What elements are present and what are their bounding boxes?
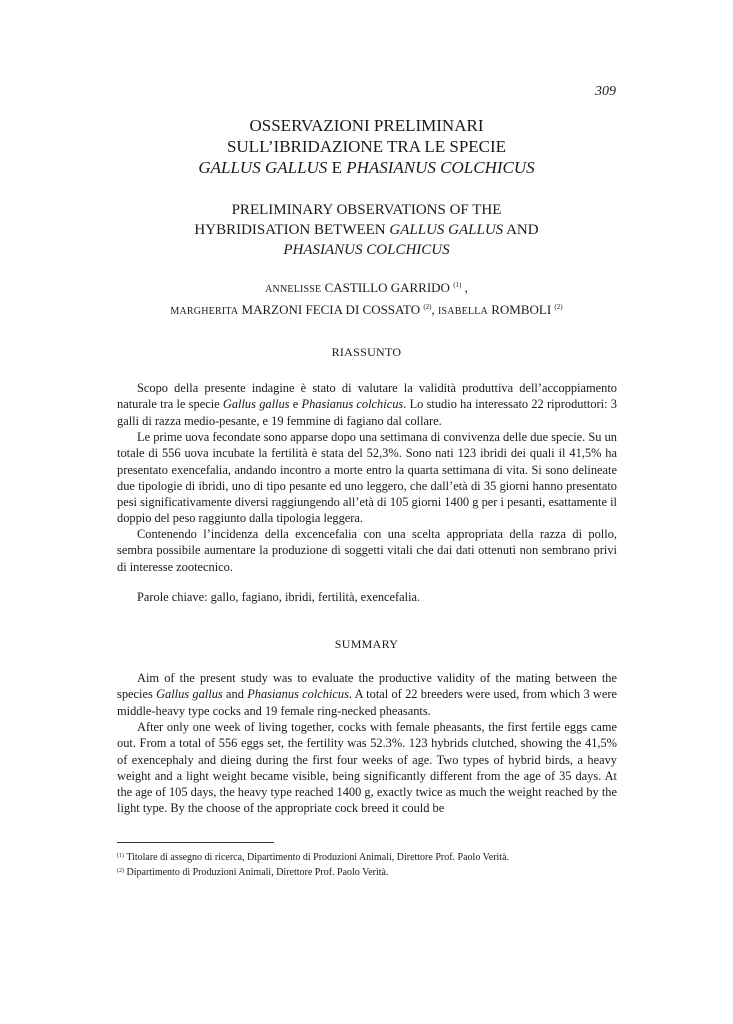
subtitle-prefix: HYBRIDISATION BETWEEN — [194, 222, 390, 238]
footnote-2-text: Dipartimento di Produzioni Animali, Direttore Prof. Paolo Verità. — [124, 867, 389, 878]
summary-p1-species-1: Gallus gallus — [156, 687, 223, 702]
title-species-2: PHASIANUS COLCHICUS — [346, 158, 535, 177]
subtitle-line-1: PRELIMINARY OBSERVATIONS OF THE — [231, 202, 502, 218]
author-2-affiliation-mark: (2) — [423, 303, 432, 311]
author-list — [0, 278, 733, 322]
footnote-1-mark: (1) — [117, 853, 124, 859]
author-1-affiliation-mark: (1) — [453, 281, 462, 289]
subtitle-line-2 — [0, 220, 733, 240]
author-3-affiliation-mark: (2) — [554, 303, 563, 311]
author-2-last-name: MARZONI FECIA DI COSSATO — [241, 302, 421, 317]
author-3-first-name: ISABELLA — [438, 306, 488, 317]
author-3-last-name: ROMBOLI — [491, 302, 552, 317]
summary-paragraph-2: After only one week of living together, cocks with female pheasants, the first fertile eggs came out. From a total of 556 eggs set, the fertility was 52.3%. 123 hybrids clutched, showing the 41,5% of exencephaly and dieing during the first four weeks of age. Two types of hybrid birds, a heavy weight and a light weight became visible, being significantly different from the age of 35 days. At the age of 105 days, the heavy type reached 1400 g, exactly twice as much the weight reached by the light type. By the choose of the appropriate cock breed it could be — [117, 720, 617, 816]
riassunto-p1-text-a: Scopo della presente indagine è stato di valutare la validità produttiva dell’accoppiamento naturale tra le specie — [117, 381, 617, 412]
subtitle-species-2: PHASIANUS COLCHICUS — [283, 242, 450, 258]
title-species-1: GALLUS GALLUS — [198, 158, 328, 177]
author-1-first-name: ANNELISSE — [265, 284, 322, 295]
footnote-1 — [117, 851, 617, 865]
riassunto-heading: RIASSUNTO — [331, 345, 402, 359]
article-title — [0, 115, 733, 178]
keywords: Parole chiave: gallo, fagiano, ibridi, fertilità, exencefalia. — [137, 590, 421, 604]
footnote-2-mark: (2) — [117, 868, 124, 874]
riassunto-p1-species-2: Phasianus colchicus — [301, 397, 404, 412]
author-2-first-name: MARGHERITA — [170, 306, 239, 317]
riassunto-p1-text-c: . Lo studio ha interessato 22 riproduttori: 3 galli di razza medio-pesante, e 19 femmine di fagiano dal collare. — [117, 397, 618, 428]
page-number: 309 — [595, 84, 616, 99]
riassunto-p1-text-b: e — [289, 397, 302, 412]
title-line-3 — [0, 157, 733, 178]
author-1-last-name: CASTILLO GARRIDO — [324, 280, 450, 295]
riassunto-paragraph-1 — [117, 380, 617, 429]
riassunto-paragraph-2: Le prime uova fecondate sono apparse dopo una settimana di convivenza delle due specie. Su un totale di 556 uova incubate la fertilità è stata del 52,3%. Sono nati 123 ibridi dei quali il 41,5% ha presentato exencefalia, andando incontro a morte entro la quarta settimana di vita. Si sono delineate due tipologie di ibridi, uno di tipo pesante ed uno leggero, che dall’età di 35 giorni hanno presentato pesi significativamente diversi raggiungendo all’età di 105 giorni 1400 g per i pesanti, esattamente il doppio del peso raggiunto dalla tipologia leggera. — [117, 430, 617, 526]
article-subtitle — [0, 200, 733, 260]
title-line-2: SULL’IBRIDAZIONE TRA LE SPECIE — [226, 137, 507, 156]
summary-p1-text-c: . A total of 22 breeders were used, from which 3 were middle-heavy type cocks and 19 female ring-necked pheasants. — [117, 687, 618, 718]
subtitle-species-1: GALLUS GALLUS — [389, 222, 504, 238]
summary-p1-species-2: Phasianus colchicus — [247, 687, 349, 702]
summary-paragraph-1 — [117, 670, 617, 719]
footnote-1-text: Titolare di assegno di ricerca, Dipartimento di Produzioni Animali, Direttore Prof. Paolo Verità. — [124, 852, 510, 863]
summary-p1-text-a: Aim of the present study was to evaluate the productive validity of the mating between the species — [117, 671, 617, 702]
summary-p1-text-b: and — [222, 687, 248, 702]
riassunto-paragraph-3: Contenendo l’incidenza della excencefalia con una scelta appropriata della razza di pollo, sembra possibile aumentare la produzione di soggetti vitali che dai dati ottenuti non sembrano privi di interesse zootecnico. — [117, 527, 617, 574]
subtitle-suffix: AND — [503, 222, 539, 238]
author-line-2: MARGHERITA MARZONI FECIA DI COSSATO $^{(2)}$, ISABELLA ROMBOLI $^{(2)}$ — [170, 302, 563, 317]
riassunto-p1-species-1: Gallus gallus — [222, 397, 290, 412]
footnote-2 — [117, 866, 617, 880]
title-line-1: OSSERVAZIONI PRELIMINARI — [249, 116, 484, 135]
title-conjunction: E — [327, 158, 347, 177]
author-line-1: ANNELISSE CASTILLO GARRIDO $^{(1)}$ , — [265, 280, 468, 295]
footnote-divider — [117, 842, 274, 843]
subtitle-line-3 — [0, 240, 733, 260]
summary-heading: SUMMARY — [334, 637, 399, 651]
